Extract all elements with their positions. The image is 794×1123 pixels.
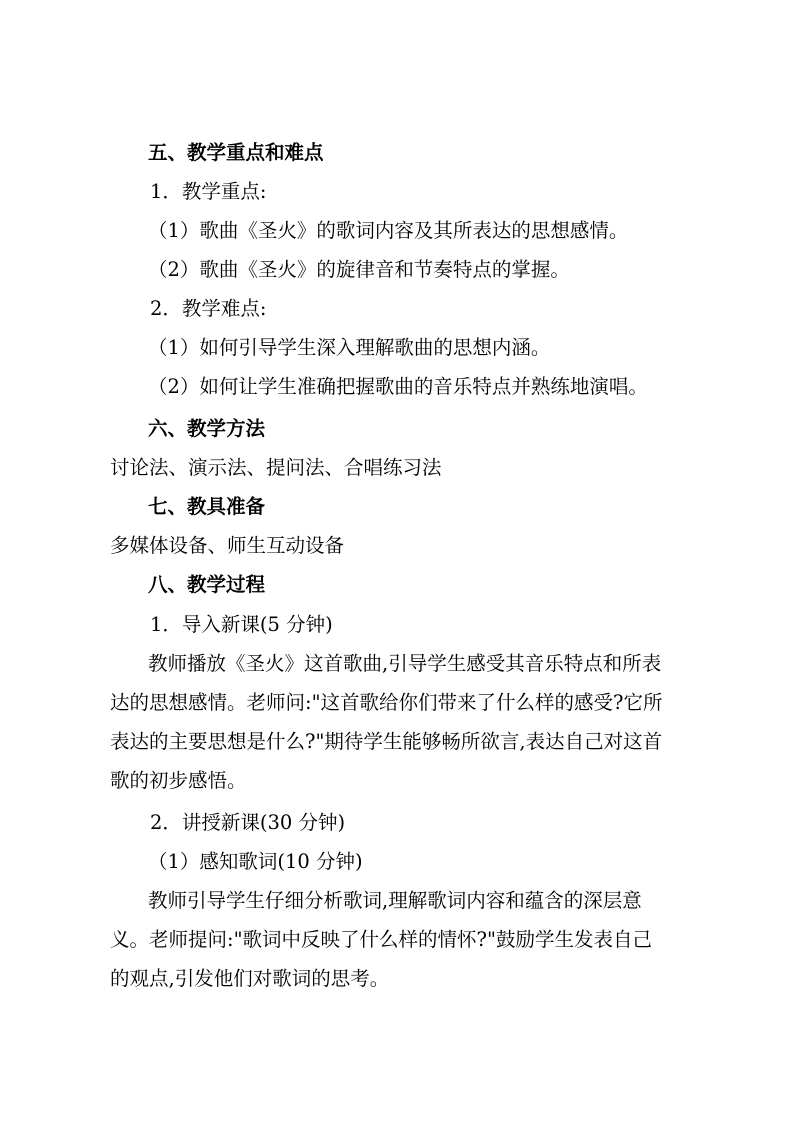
section-heading-teaching-process: 八、教学过程 [148,573,266,596]
key-point-item-1: （1）歌曲《圣火》的歌词内容及其所表达的思想感情。 [148,219,629,242]
difficult-point-item-1: （1）如何引导学生深入理解歌曲的思想内涵。 [148,336,551,359]
section-heading-teaching-aids: 七、教具准备 [148,495,266,518]
teaching-aids-text: 多媒体设备、师生互动设备 [110,534,345,557]
subheading-difficult-points: 2．教学难点: [150,297,267,320]
key-point-item-2: （2）歌曲《圣火》的旋律音和节奏特点的掌握。 [148,258,570,281]
section-heading-teaching-methods: 六、教学方法 [148,417,266,440]
step-1-paragraph-line: 表达的主要思想是什么?"期待学生能够畅所欲言,表达自己对这首 [110,730,663,753]
step-2-paragraph-line: 教师引导学生仔细分析歌词,理解歌词内容和蕴含的深层意 [148,889,642,912]
step-1-paragraph-line: 歌的初步感悟。 [110,769,247,792]
step-2-subsection-title: （1）感知歌词(10 分钟) [148,850,363,873]
step-1-title: 1．导入新课(5 分钟) [150,613,333,636]
subheading-key-points: 1．教学重点: [150,180,267,203]
step-1-paragraph-line: 达的思想感情。老师问:"这首歌给你们带来了什么样的感受?它所 [110,691,663,714]
teaching-methods-text: 讨论法、演示法、提问法、合唱练习法 [110,456,442,479]
step-2-paragraph-line: 义。老师提问:"歌词中反映了什么样的情怀?"鼓励学生发表自己 [110,928,652,951]
difficult-point-item-2: （2）如何让学生准确把握歌曲的音乐特点并熟练地演唱。 [148,375,648,398]
section-heading-key-points: 五、教学重点和难点 [148,141,324,164]
step-1-paragraph-line: 教师播放《圣火》这首歌曲,引导学生感受其音乐特点和所表 [148,652,662,675]
step-2-paragraph-line: 的观点,引发他们对歌词的思考。 [110,967,390,990]
step-2-title: 2．讲授新课(30 分钟) [150,811,346,834]
